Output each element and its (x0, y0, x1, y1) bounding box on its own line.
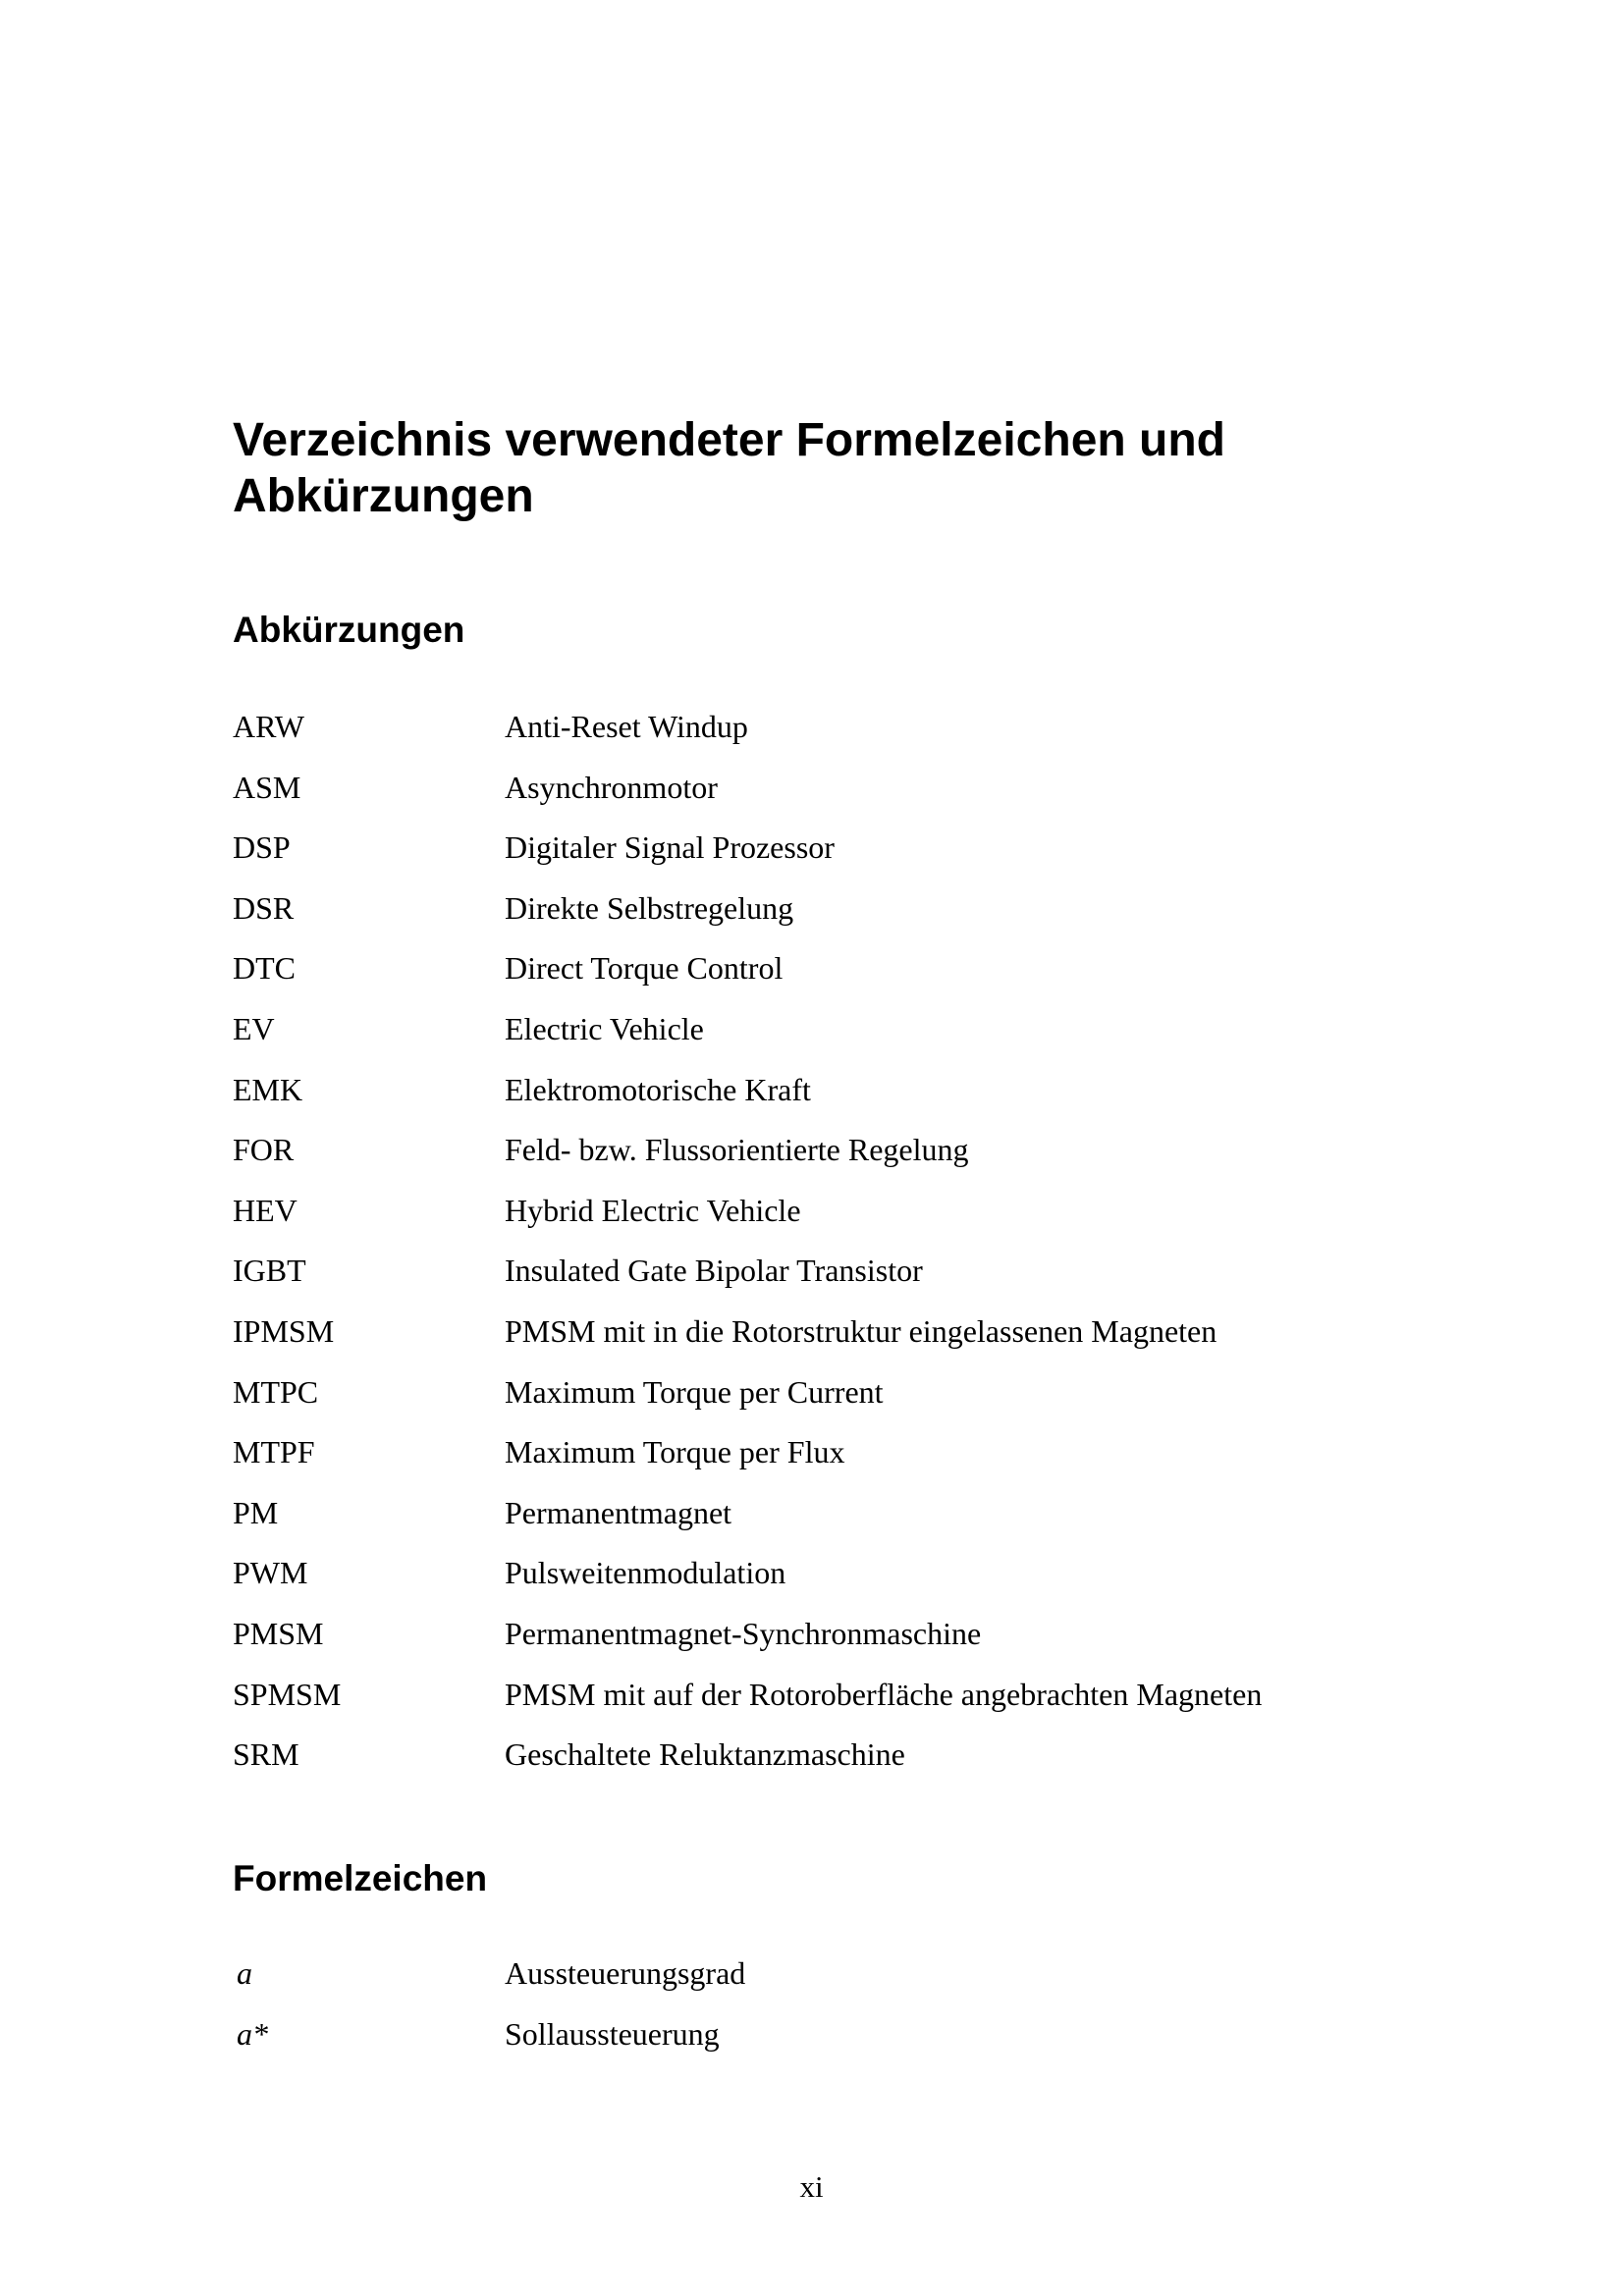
abbreviation-term: EV (233, 1010, 275, 1046)
abbreviation-entry (233, 1311, 1411, 1372)
symbol-description: Sollaussteuerung (505, 2015, 720, 2052)
abbreviation-term: DTC (233, 950, 296, 987)
abbreviation-description: Feld- bzw. Flussorientierte Regelung (505, 1132, 969, 1168)
abbreviation-entry (233, 1553, 1411, 1614)
abbreviation-description: Electric Vehicle (505, 1010, 704, 1046)
abbreviation-entry (233, 1251, 1411, 1311)
abbreviation-entry (233, 1372, 1411, 1433)
abbreviation-term: EMK (233, 1071, 303, 1107)
page-title: Verzeichnis verwendeter Formelzeichen und Abkürzungen (233, 414, 1225, 522)
abbreviation-term: FOR (233, 1132, 295, 1168)
abbreviation-description: Digitaler Signal Prozessor (505, 829, 835, 866)
abbreviation-term: IPMSM (233, 1312, 335, 1349)
abbreviation-entry (233, 828, 1411, 888)
abbreviation-term: IGBT (233, 1253, 306, 1289)
abbreviation-description: Permanentmagnet (505, 1494, 732, 1530)
symbol-entry (233, 1953, 1411, 2014)
abbreviation-description: Direct Torque Control (505, 950, 784, 987)
abbreviation-description: Permanentmagnet-Synchronmaschine (505, 1615, 982, 1651)
abbreviation-description: Anti-Reset Windup (505, 709, 748, 744)
abbreviation-description: Insulated Gate Bipolar Transistor (505, 1253, 923, 1289)
abbreviation-entry (233, 1070, 1411, 1131)
symbols-list (233, 1953, 1411, 2074)
symbol-entry (233, 2014, 1411, 2075)
abbreviation-term: ASM (233, 769, 301, 805)
abbreviation-entry (233, 948, 1411, 1009)
symbol-description: Aussteuerungsgrad (505, 1955, 746, 1991)
symbol-term: a* (237, 2015, 268, 2052)
abbreviation-entry (233, 1614, 1411, 1675)
abbreviations-list (233, 707, 1411, 1795)
abbreviation-entry (233, 768, 1411, 828)
abbreviation-entry (233, 888, 1411, 949)
abbreviation-entry (233, 1009, 1411, 1070)
abbreviation-term: DSP (233, 829, 291, 866)
abbreviation-description: Geschaltete Reluktanzmaschine (505, 1736, 905, 1773)
abbreviations-heading: Abkürzungen (233, 610, 465, 650)
abbreviation-entry (233, 1130, 1411, 1191)
abbreviation-entry (233, 1675, 1411, 1735)
abbreviation-description: Direkte Selbstregelung (505, 889, 794, 926)
abbreviation-term: SPMSM (233, 1676, 342, 1712)
abbreviation-entry (233, 1191, 1411, 1252)
abbreviation-term: PWM (233, 1555, 308, 1591)
abbreviation-description: Hybrid Electric Vehicle (505, 1192, 801, 1228)
abbreviation-description: Elektromotorische Kraft (505, 1071, 811, 1107)
abbreviation-entry (233, 1493, 1411, 1554)
abbreviation-term: SRM (233, 1736, 299, 1773)
abbreviation-term: HEV (233, 1192, 298, 1228)
abbreviation-entry (233, 707, 1411, 768)
page-number: xi (799, 2169, 824, 2204)
abbreviation-term: MTPF (233, 1434, 315, 1470)
abbreviation-description: PMSM mit auf der Rotoroberfläche angebrachten Magneten (505, 1676, 1263, 1712)
abbreviation-term: DSR (233, 889, 295, 926)
symbols-heading: Formelzeichen (233, 1858, 488, 1898)
abbreviation-description: Maximum Torque per Flux (505, 1434, 845, 1470)
abbreviation-description: Maximum Torque per Current (505, 1373, 884, 1410)
abbreviation-term: PM (233, 1494, 279, 1530)
abbreviation-term: ARW (233, 709, 304, 744)
abbreviation-entry (233, 1432, 1411, 1493)
abbreviation-description: PMSM mit in die Rotorstruktur eingelassenen Magneten (505, 1312, 1217, 1349)
abbreviation-term: MTPC (233, 1373, 319, 1410)
abbreviation-entry (233, 1735, 1411, 1795)
abbreviation-description: Pulsweitenmodulation (505, 1555, 786, 1591)
abbreviation-term: PMSM (233, 1615, 324, 1651)
abbreviation-description: Asynchronmotor (505, 769, 718, 805)
symbol-term: a (237, 1955, 252, 1991)
